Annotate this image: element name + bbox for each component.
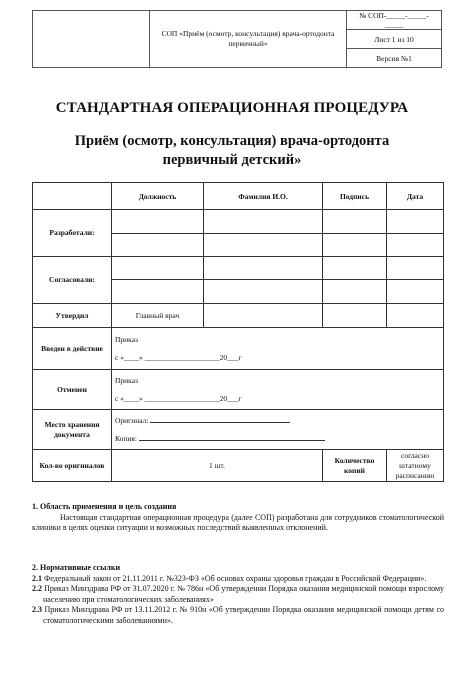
logo-cell bbox=[33, 11, 150, 68]
sheet-number: Лист 1 из 10 bbox=[347, 30, 442, 49]
document-header bbox=[32, 10, 442, 68]
section-references bbox=[32, 563, 444, 626]
agreed-label: Согласовали: bbox=[33, 257, 112, 304]
col-date: Дата bbox=[387, 183, 444, 210]
reference-item: 2.3 Приказ Минздрава РФ от 13.11.2012 г. № 910н «Об утверждении Порядка оказания медицинской помощи детям со стоматологическими заболеваниями». bbox=[32, 605, 444, 625]
originals-count-label: Кол-во оригиналов bbox=[33, 450, 112, 482]
original-field: Оригинал: bbox=[115, 412, 440, 430]
cancelled-order-label: Приказ bbox=[115, 375, 139, 385]
approved-label: Утвердил bbox=[33, 304, 112, 328]
copies-count-label: Количество копий bbox=[323, 450, 387, 482]
section-scope bbox=[32, 502, 444, 534]
originals-count-value: 1 шт. bbox=[112, 450, 323, 482]
subtitle-line-2: первичный детский» bbox=[162, 152, 302, 168]
version-number: Версия №1 bbox=[347, 49, 442, 68]
document-subtitle bbox=[0, 132, 464, 170]
introduced-order bbox=[112, 328, 444, 370]
section-1-text: Настоящая стандартная операционная процедура (далее СОП) разработана для сотрудников стоматологической клиники в целях оценки ситуации и возможных последствий выявленных отклонений. bbox=[32, 512, 444, 532]
introduced-order-date: с «____» ____________________20___г bbox=[115, 352, 242, 362]
sop-number: № СОП-_____-_____-_____ bbox=[347, 11, 442, 30]
subtitle-line-1: Приём (осмотр, консультация) врача-ортодонта bbox=[74, 133, 390, 149]
developed-label: Разработали: bbox=[33, 210, 112, 257]
section-2-heading: 2. Нормативные ссылки bbox=[32, 563, 121, 572]
introduced-order-label: Приказ bbox=[115, 334, 139, 344]
introduced-label: Введен в действие bbox=[33, 328, 112, 370]
copy-field: Копия: bbox=[115, 430, 440, 448]
reference-item: 2.2 Приказ Минздрава РФ от 31.07.2020 г. № 786н «Об утверждении Порядка оказания медицинской помощи взрослому населению при стоматологических заболеваниях» bbox=[32, 584, 445, 604]
copies-count-value: согласно штатному расписанию bbox=[387, 450, 444, 482]
section-1-heading: 1. Область применения и цель создания bbox=[32, 502, 177, 511]
approved-position: Главный врач bbox=[112, 304, 204, 328]
document-title: СТАНДАРТНАЯ ОПЕРАЦИОННАЯ ПРОЦЕДУРА bbox=[55, 100, 409, 116]
col-name: Фамилия И.О. bbox=[204, 183, 323, 210]
cancelled-order bbox=[112, 370, 444, 410]
storage-label: Место хранения документа bbox=[33, 410, 112, 450]
storage-fields bbox=[112, 410, 444, 450]
approval-table bbox=[32, 182, 444, 482]
cancelled-order-date: с «____» ____________________20___г bbox=[115, 393, 242, 403]
reference-item: 2.1 Федеральный закон от 21.11.2011 г. №323-ФЗ «Об основах охраны здоровья граждан в Российской Федерации». bbox=[32, 573, 427, 583]
col-position: Должность bbox=[112, 183, 204, 210]
col-signature: Подпись bbox=[323, 183, 387, 210]
corner-cell bbox=[33, 183, 112, 210]
cancelled-label: Отменен bbox=[33, 370, 112, 410]
header-title: СОП «Приём (осмотр, консультация) врача-ортодонта первичный» bbox=[150, 11, 347, 68]
